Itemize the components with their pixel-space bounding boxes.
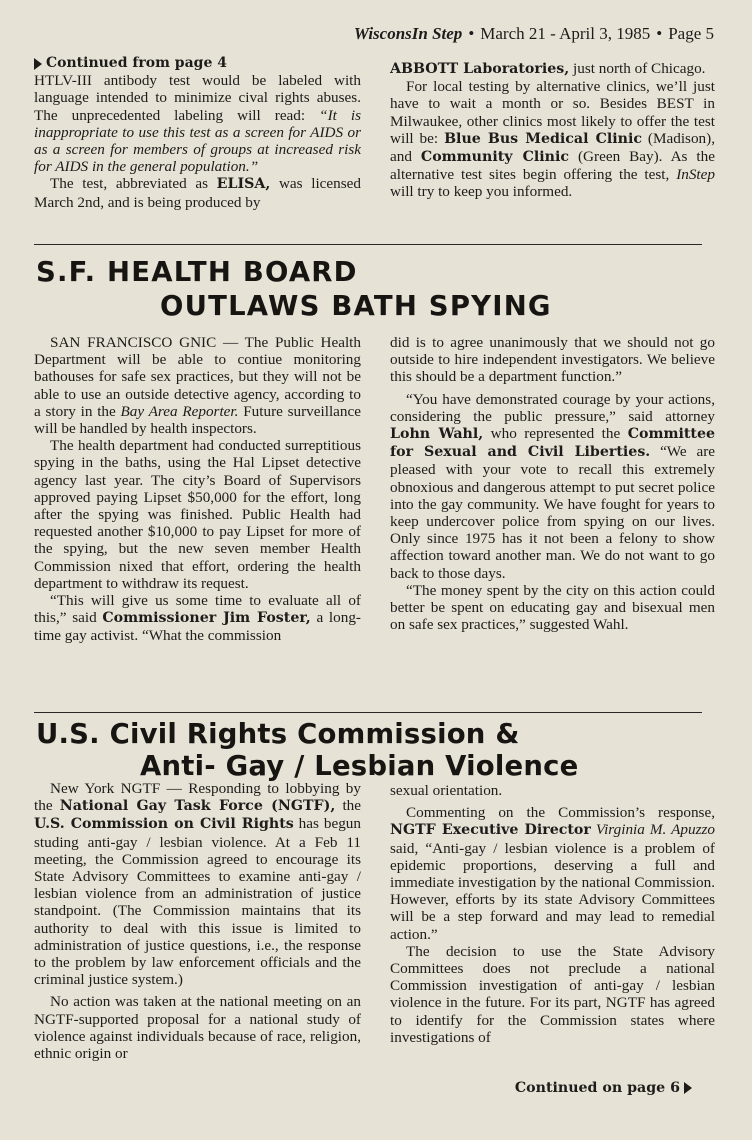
masthead-bullet-2: • <box>656 24 663 43</box>
sf-article-left-column <box>34 334 361 645</box>
divider-rule-1 <box>34 244 702 245</box>
divider-rule-2 <box>34 712 702 713</box>
civil-article-right-column <box>390 782 715 1046</box>
sf-article-right-column <box>390 334 715 633</box>
continued-from-label: Continued from page 4 <box>46 55 227 71</box>
masthead <box>354 24 714 44</box>
sf-paragraph-5: “You have demonstrated courage by your actions, considering the public pressure,” said attorney Lohn Wahl, who represented the Committee for Sexual and Civil Liberties. “We are pleased with your vote to recall this extremely obnoxious and dangerous attempt to put secret police into the gay community. We have fought for years to keep undercover police from spying on our lives. Only since 1975 has it not been a felony to show affection toward another man. We do not want to go back to those days. <box>390 390 716 582</box>
top-article-right-column <box>390 60 715 201</box>
civil-paragraph-2: No action was taken at the national meeting on an NGTF-supported proposal for a national study of violence against individuals because of race, religion, ethnic origin or <box>34 993 361 1063</box>
issue-dates: March 21 - April 3, 1985 <box>480 24 651 43</box>
civil-paragraph-5: The decision to use the State Advisory Committees does not preclude a national Commission investigation of anti-gay / lesbian violence in the future. For its part, NGTF has agreed to identify for the Commission states where investigations of <box>390 942 715 1046</box>
top-article-paragraph-2: The test, abbreviated as ELISA, was licensed March 2nd, and is being produced by <box>34 175 361 211</box>
top-article-left-column <box>34 54 361 211</box>
masthead-bullet-1: • <box>468 24 475 43</box>
sf-paragraph-6: “The money spent by the city on this action could better be spent on educating gay and bisexual men on safe sex practices,” suggested Wahl. <box>390 581 715 634</box>
sf-headline-line-2: OUTLAWS BATH SPYING <box>160 290 552 322</box>
continued-arrow-icon-2 <box>684 1082 692 1094</box>
civil-article-left-column <box>34 780 361 1062</box>
sf-paragraph-3: “This will give us some time to evaluate all of this,” said Commissioner Jim Foster, a long-time gay activist. “What the commission <box>34 592 361 645</box>
paper-name: WisconsIn Step <box>353 24 463 43</box>
civil-headline-line-1: U.S. Civil Rights Commission & <box>36 718 520 750</box>
civil-paragraph-4: Commenting on the Commission’s response, NGTF Executive Director Virginia M. Apuzzo said, “Anti-gay / lesbian violence is a problem of epidemic proportions, deserving a full and immediate investigation by the national Commission. However, efforts by its state Advisory Committees will be a step forward and may lead to remedial action.” <box>390 804 715 943</box>
sf-headline-line-1: S.F. HEALTH BOARD <box>36 256 358 288</box>
continued-arrow-icon <box>34 58 42 70</box>
top-article-paragraph-3: ABBOTT Laboratories, just north of Chicago. <box>390 60 706 77</box>
civil-headline-line-2: Anti- Gay / Lesbian Violence <box>140 750 579 782</box>
top-article-paragraph-4: For local testing by alternative clinics, we’ll just have to wait a month or so. Besides BEST in Milwaukee, other clinics most likely to offer the test will be: Blue Bus Medical Clinic (Madison), and Community Clinic (Green Bay). As the alternative test sites begin offering the test, InStep will try to keep you informed. <box>390 78 716 201</box>
sf-paragraph-1: SAN FRANCISCO GNIC — The Public Health Department will be able to contiue monitoring bathouses for safe sex practices, but they will not be able to use an outside detective agency, according to a story in the Bay Area Reporter. Future surveillance will be handled by health inspectors. <box>34 334 361 438</box>
sf-paragraph-2: The health department had conducted surreptitious spying in the baths, using the Hal Lipset detective agency last year. The city’s Board of Supervisors approved paying Lipset $50,000 for the effort, long after the spying was finished. Public Health had requested another $10,000 to pay Lipset for more of the spying, but the new seven member Health Commission nixed that effort, ordering the health department to withdraw its request. <box>34 437 361 592</box>
sf-paragraph-4: did is to agree unanimously that we should not go outside to hire independent investigators. We believe this should be a department function.” <box>390 334 715 386</box>
continued-on-label: Continued on page 6 <box>515 1080 696 1096</box>
civil-paragraph-3: sexual orientation. <box>390 782 503 799</box>
page-number: Page 5 <box>668 24 714 43</box>
top-article-paragraph-1: HTLV-III antibody test would be labeled with language intended to minimize cival rights abuses. The unprecedented labeling will read: “It is inappropriate to use this test as a screen for AIDS or as a screen for members of groups at increased risk for AIDS in the general population.” <box>34 72 361 176</box>
civil-paragraph-1: New York NGTF — Responding to lobbying by the National Gay Task Force (NGTF), the U.S. Commission on Civil Rights has begun studing anti-gay / lesbian violence. At a Feb 11 meeting, the Commission agreed to encourage its State Advisory Committees to examine anti-gay / lesbian violence from an administration of justice standpoint. (The Commission maintains that its authority to deal with this issue is limited to administration of justice questions, i.e., the response to the problem by law enforcement officials and the criminal justice system.) <box>34 780 362 989</box>
